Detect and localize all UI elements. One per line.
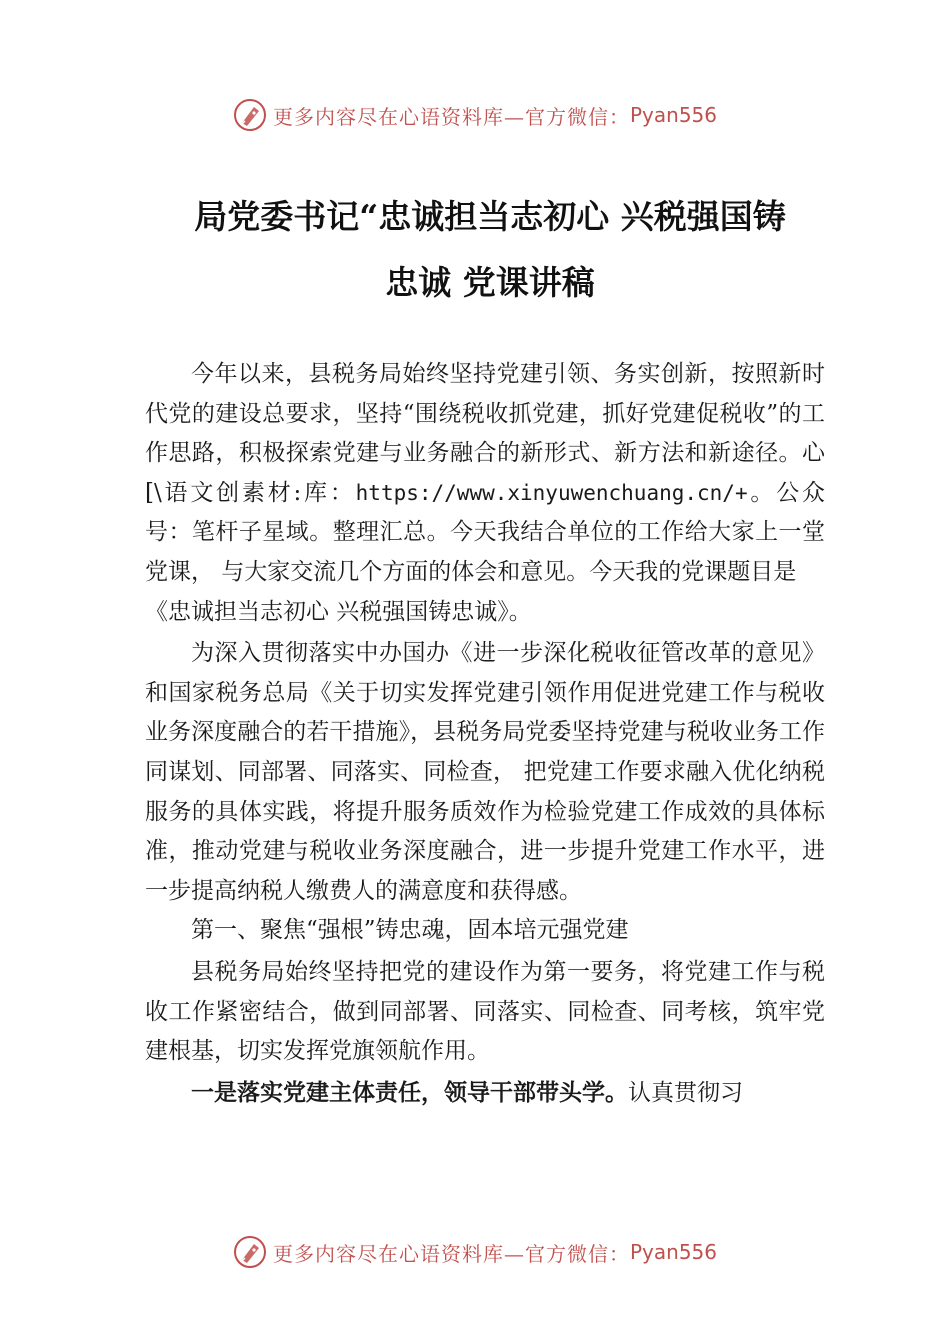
intro-url: https://www.xinyuwenchuang.cn/+: [355, 480, 748, 505]
paragraph-intro-title: 《忠诚担当志初心 兴税强国铸忠诚》。: [145, 598, 532, 625]
intro-text-a: 今年以来，县税务局始终坚持党建引领、务实创新，按照新时代党的建设总要求，坚持“围绕税收抓党建，抓好党建促税收”的工作思路，积极探索党建与业务融合的新形式、新方法和新途径。心[\语文创素材:库：: [145, 361, 825, 506]
header-watermark-banner: [0, 95, 950, 135]
pen-nib-logo-icon: [233, 1235, 267, 1269]
banner-text: 更多内容尽在心语资料库—官方微信：: [272, 1241, 630, 1266]
paragraph-point-1: [145, 1074, 825, 1114]
title-line-1: 局党委书记“忠诚担当志初心 兴税强国铸: [194, 197, 786, 236]
banner-text: 更多内容尽在心语资料库—官方微信：: [272, 104, 630, 129]
document-body: [145, 355, 825, 1113]
page-title: [145, 184, 835, 316]
intro-text-b: 。公众号：笔杆子星域。整理汇总。今天我结合单位的工作给大家上一堂党课， 与大家交流几个方面的体会和意见。今天我的党课题目是: [145, 479, 825, 585]
section-heading-1: 第一、聚焦“强根”铸忠魂，固本培元强党建: [191, 917, 629, 944]
title-line-2: 忠诚 党课讲稿: [385, 263, 595, 302]
point-1-heading: 一是落实党建主体责任，领导干部带头学。: [191, 1079, 628, 1106]
paragraph-policy: 为深入贯彻落实中办国办《进一步深化税收征管改革的意见》和国家税务总局《关于切实发挥党建引领作用促进党建工作与税收业务深度融合的若干措施》，县税务局党委坚持党建与税收业务工作同谋划、同部署、同落实、同检查， 把党建工作要求融入优化纳税服务的具体实践，将提升服务质效作为检验党建工作成效的具体标准，推动党建与税收业务深度融合，进一步提升党建工作水平，进一步提高纳税人缴费人的满意度和获得感。: [145, 640, 825, 904]
paragraph-intro: [145, 355, 825, 593]
banner-wechat-id: Pyan556: [629, 103, 717, 127]
pen-nib-logo-icon: [233, 98, 267, 132]
point-1-text: 认真贯彻习: [628, 1079, 743, 1106]
banner-wechat-id: Pyan556: [629, 1240, 717, 1264]
paragraph-section-1: 县税务局始终坚持把党的建设作为第一要务，将党建工作与税收工作紧密结合，做到同部署、同落实、同检查、同考核，筑牢党建根基，切实发挥党旗领航作用。: [145, 958, 825, 1065]
footer-watermark-banner: [0, 1232, 950, 1272]
